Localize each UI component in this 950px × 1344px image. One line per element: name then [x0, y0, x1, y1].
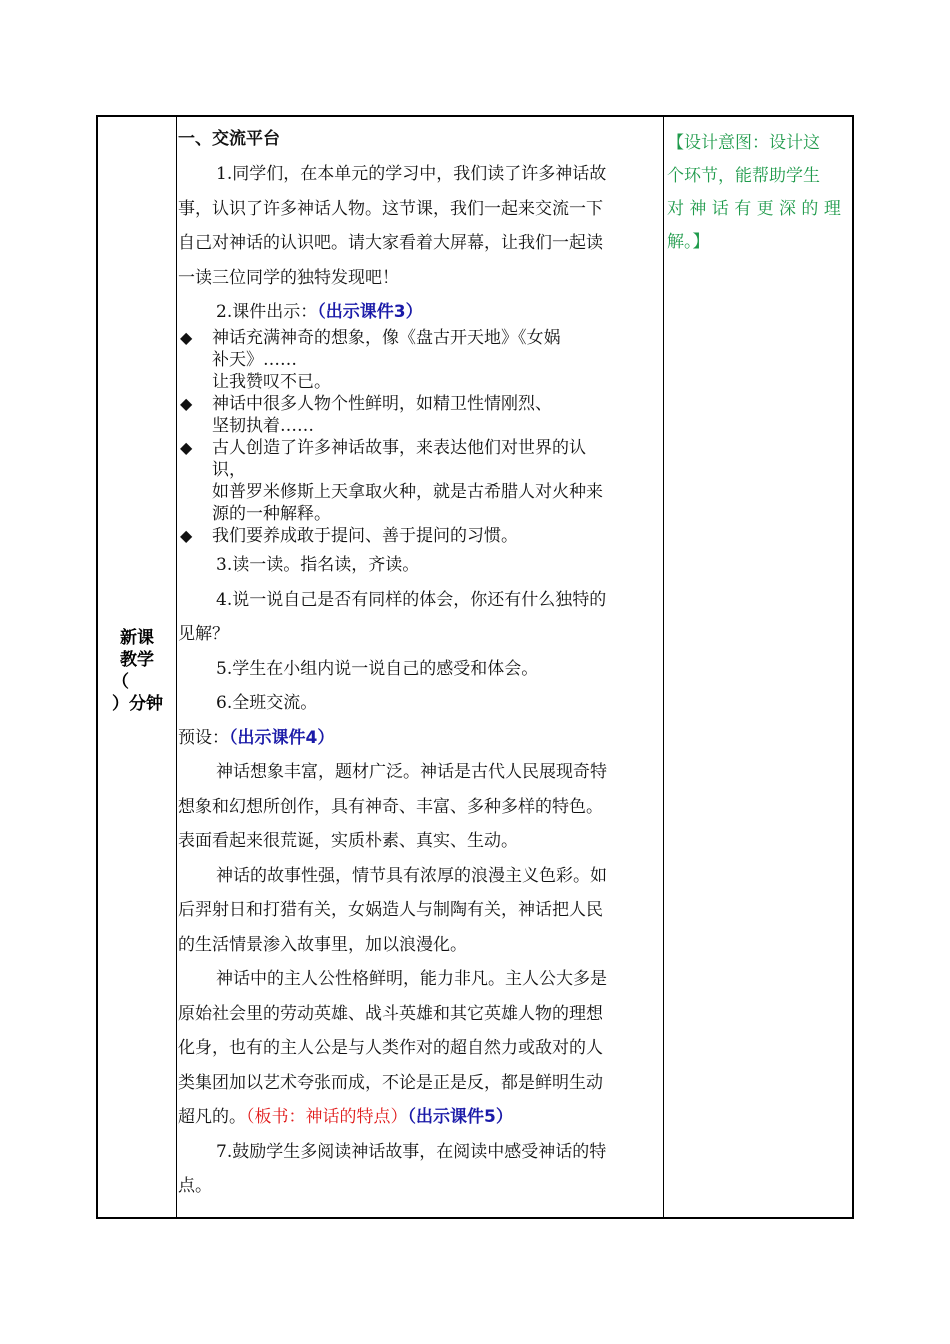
preset-line: 预设：（出示课件4） [178, 727, 335, 748]
courseware-tag: （出示课件3） [317, 302, 423, 322]
paragraph-3: 3.读一读。指名读，齐读。 [216, 555, 420, 575]
paragraph-4: 4.说一说自己是否有同样的体会，你还有什么独特的 见解？ [178, 589, 607, 644]
design-intent-note: 【设计意图：设计这 个环节，能帮助学生 对 神 话 有 更 深 的 理 解。】 [667, 133, 841, 252]
paragraph-1: 1.同学们，在本单元的学习中，我们读了许多神话故 事，认识了许多神话人物。这节课，我们一起来交流一下 自己对神话的认识吧。请大家看着大屏幕，让我们一起读 一读三位同学的独特发现吧！ [178, 164, 607, 288]
section-label: 新课 教学 （ ）分钟 [112, 628, 163, 714]
paragraph-6: 6.全班交流。 [216, 693, 318, 713]
paragraph-7: 7.鼓励学生多阅读神话故事，在阅读中感受神话的特 点。 [178, 1141, 607, 1196]
preset-paragraph-c: 神话中的主人公性格鲜明，能力非凡。主人公大多是 原始社会里的劳动英雄、战斗英雄和其它英雄人物的理想 化身，也有的主人公是与人类作对的超自然力或敌对的人 类集团加以艺术夸张而成，不论是正是反，都是鲜明生动 超凡的。（板书：神话的特点）（出示课件5） [178, 969, 607, 1127]
lesson-table [96, 115, 854, 1219]
preset-paragraph-a: 神话想象丰富，题材广泛。神话是古代人民展现奇特 想象和幻想所创作，具有神奇、丰富、多种多样的特色。 表面看起来很荒诞，实质朴素、真实、生动。 [178, 762, 607, 851]
diamond-bullet-icon: ◆ [180, 526, 193, 545]
bullet-item: ◆ 神话充满神奇的想象，像《盘古开天地》《女娲 补天》…… 让我赞叹不已。 [180, 328, 561, 392]
diamond-bullet-icon: ◆ [180, 394, 193, 413]
bullet-list [178, 327, 660, 547]
paragraph-2: 2.课件出示：（出示课件3） [216, 302, 423, 322]
bullet-item: ◆ 我们要养成敢于提问、善于提问的习惯。 [180, 526, 518, 546]
preset-paragraph-b: 神话的故事性强，情节具有浓厚的浪漫主义色彩。如 后羿射日和打猎有关，女娲造人与制陶有关，神话把人民 的生活情景渗入故事里，加以浪漫化。 [178, 865, 607, 955]
section-heading: 一、交流平台 [178, 129, 280, 149]
column-divider [176, 117, 177, 1217]
bullet-item: ◆ 神话中很多人物个性鲜明，如精卫性情刚烈、 坚韧执着…… [180, 394, 552, 436]
diamond-bullet-icon: ◆ [180, 438, 193, 457]
lesson-content [178, 127, 660, 1204]
board-note: （板书：神话的特点） [246, 1107, 408, 1127]
bullet-item: ◆ 古人创造了许多神话故事，来表达他们对世界的认 识， 如普罗米修斯上天拿取火种，就是古希腊人对火种来 源的一种解释。 [180, 438, 603, 524]
courseware-tag: （出示课件5） [407, 1107, 513, 1127]
paragraph-5: 5.学生在小组内说一说自己的感受和体会。 [216, 658, 539, 679]
courseware-tag: （出示课件4） [229, 727, 335, 748]
column-divider [663, 117, 664, 1217]
diamond-bullet-icon: ◆ [180, 328, 193, 347]
